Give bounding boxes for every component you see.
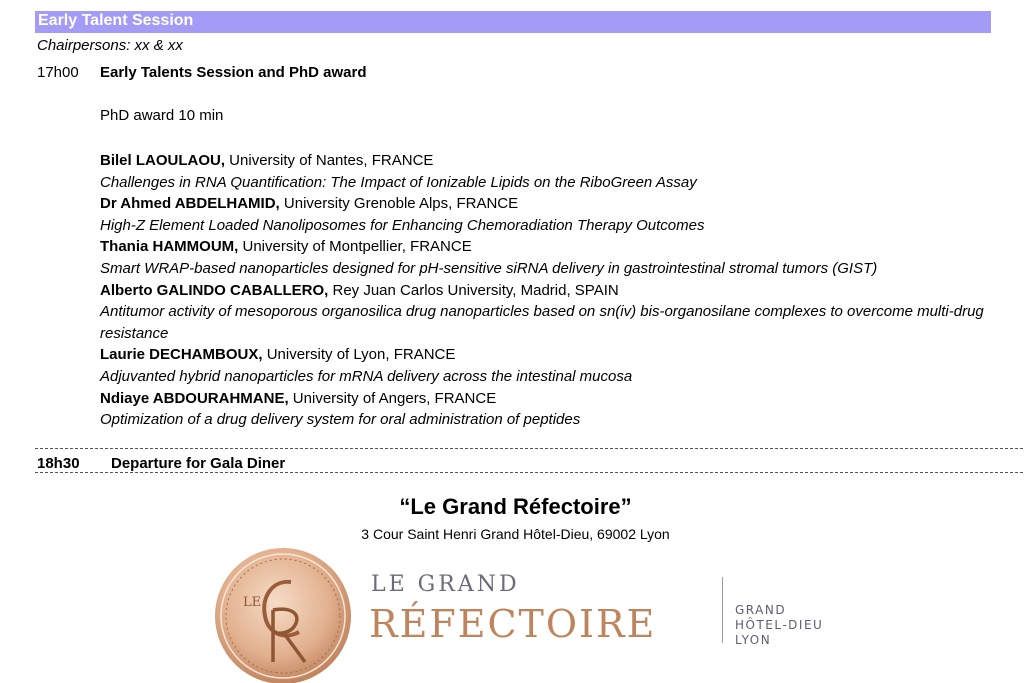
- talk-title: Adjuvanted hybrid nanoparticles for mRNA delivery across the intestinal mucosa: [100, 367, 633, 385]
- divider-bottom: [35, 472, 1023, 473]
- venue-logo: [213, 544, 833, 683]
- seal-icon: [213, 544, 353, 683]
- chairpersons: Chairpersons: xx & xx: [37, 37, 183, 54]
- talk-title: High-Z Element Loaded Nanoliposomes for Enhancing Chemoradiation Therapy Outcomes: [100, 216, 705, 234]
- talk-item: [100, 236, 1000, 279]
- logo-top-line: LE GRAND: [371, 572, 520, 597]
- talk-item: [100, 280, 1000, 345]
- logo-sub-line-2: HÔTEL-DIEU: [735, 618, 824, 632]
- speaker-affiliation: University of Nantes, FRANCE: [225, 152, 434, 169]
- talk-title: Smart WRAP-based nanoparticles designed for pH-sensitive siRNA delivery in gastrointestinal stromal tumors (GIST): [100, 259, 878, 277]
- speaker-name: Alberto GALINDO CABALLERO,: [100, 281, 329, 299]
- talk-title: Challenges in RNA Quantification: The Impact of Ionizable Lipids on the RiboGreen Assay: [100, 173, 697, 191]
- talk-item: [100, 388, 1000, 431]
- venue-name: “Le Grand Réfectoire”: [399, 494, 632, 519]
- logo-sub-line-1: GRAND: [735, 603, 787, 617]
- talk-item: [100, 193, 1000, 236]
- speaker-name: Dr Ahmed ABDELHAMID,: [100, 195, 280, 213]
- talk-list: [100, 150, 1000, 431]
- session-title: Early Talent Session: [38, 12, 194, 29]
- speaker-affiliation: University of Montpellier, FRANCE: [238, 238, 472, 256]
- block-title-departure: Departure for Gala Diner: [111, 455, 286, 472]
- speaker-name: Ndiaye ABDOURAHMANE,: [100, 389, 289, 407]
- time-18h30: 18h30: [37, 455, 80, 472]
- block-title-early-talents: Early Talents Session and PhD award: [100, 64, 367, 81]
- speaker-name: Thania HAMMOUM,: [100, 238, 239, 256]
- divider-top: [35, 448, 1023, 449]
- talk-item: [100, 344, 1000, 387]
- seal-text: LE: [243, 595, 262, 610]
- session-header-bar: [35, 11, 991, 33]
- time-17h00: 17h00: [37, 64, 79, 81]
- logo-sub-line-3: LYON: [735, 633, 772, 647]
- venue-address: 3 Cour Saint Henri Grand Hôtel-Dieu, 69002 Lyon: [361, 526, 670, 542]
- speaker-affiliation: Rey Juan Carlos University, Madrid, SPAIN: [328, 281, 619, 299]
- speaker-name: Laurie DECHAMBOUX,: [100, 346, 263, 364]
- logo-main-word: RÉFECTOIRE: [369, 602, 657, 646]
- speaker-affiliation: University of Angers, FRANCE: [288, 389, 497, 407]
- talk-title: Antitumor activity of mesoporous organosilica drug nanoparticles based on sn(iv) bis-organosilane complexes to overcome multi-drug resistance: [100, 303, 984, 342]
- phd-award-note: PhD award 10 min: [100, 107, 224, 124]
- logo-separator: [722, 577, 723, 643]
- talk-title: Optimization of a drug delivery system for oral administration of peptides: [100, 411, 581, 429]
- speaker-name: Bilel LAOULAOU,: [100, 152, 226, 169]
- speaker-affiliation: University Grenoble Alps, FRANCE: [279, 195, 519, 213]
- speaker-affiliation: University of Lyon, FRANCE: [262, 346, 456, 364]
- talk-item: [100, 150, 1000, 193]
